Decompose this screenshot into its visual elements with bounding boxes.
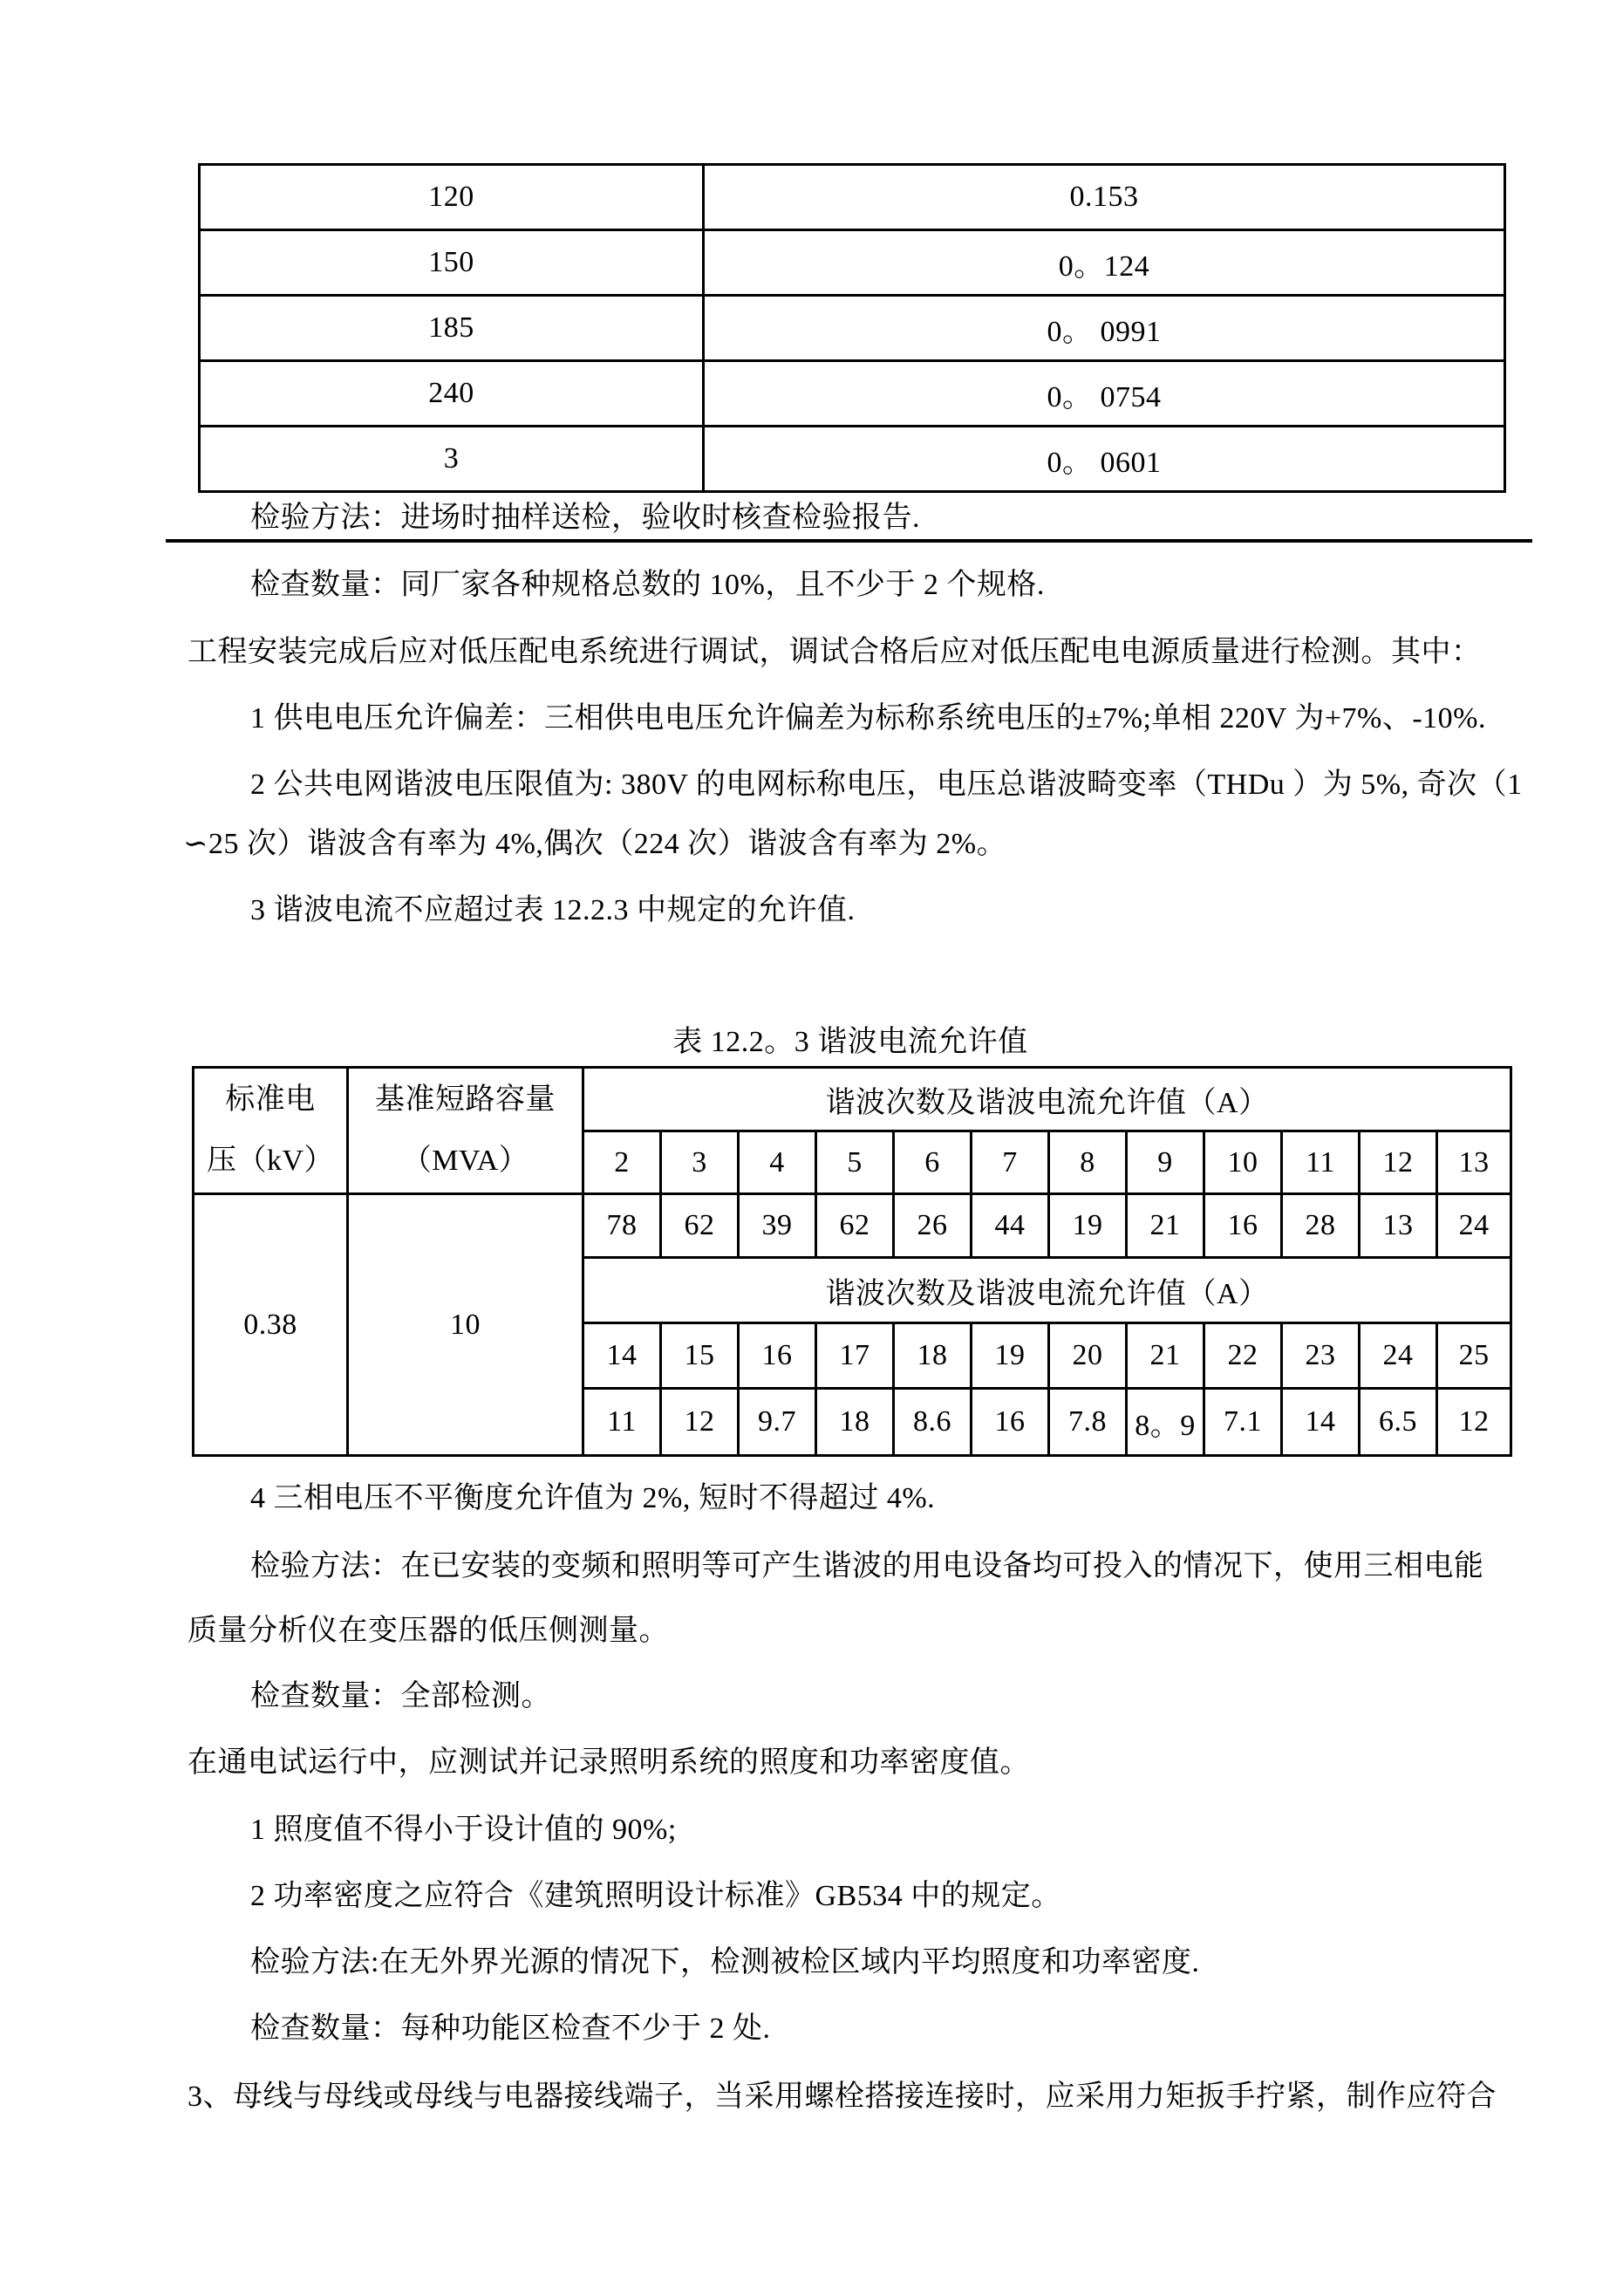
table-cell: 5 [816, 1131, 894, 1194]
paragraph-line: 检验方法：在已安装的变频和照明等可产生谐波的用电设备均可投入的情况下，使用三相电能 [250, 1550, 1484, 1582]
paragraph-line: 质量分析仪在变压器的低压侧测量。 [188, 1615, 669, 1647]
table-cell: 120 [200, 165, 704, 230]
paragraph-line: 检查数量：全部检测。 [250, 1680, 551, 1712]
table-cell: 18 [894, 1323, 972, 1389]
capacity-cell: 10 [348, 1194, 583, 1456]
table-cell: 14 [1282, 1389, 1360, 1456]
table-cell: 8。9 [1127, 1389, 1204, 1456]
table-cell: 7 [972, 1131, 1049, 1194]
table-cell: 12 [1437, 1389, 1511, 1456]
table-cell: 24 [1360, 1323, 1437, 1389]
paragraph-line: 检验方法:在无外界光源的情况下，检测被检区域内平均照度和功率密度. [250, 1946, 1200, 1978]
table-cell: 150 [200, 230, 704, 296]
paragraph-line: 2 公共电网谐波电压限值为: 380V 的电网标称电压，电压总谐波畸变率（THDu ）为 5%, 奇次（1 [250, 769, 1523, 801]
table-cell: 16 [739, 1323, 816, 1389]
harmonic-table [192, 1066, 1512, 1457]
table-cell: 15 [661, 1323, 739, 1389]
table-cell: 16 [1204, 1194, 1282, 1258]
table-cell: 7.8 [1049, 1389, 1127, 1456]
paragraph-line: 检查数量：每种功能区检查不少于 2 处. [250, 2012, 771, 2045]
table-cell: 6 [894, 1131, 972, 1194]
table-cell: 21 [1127, 1323, 1204, 1389]
table-cell: 24 [1437, 1194, 1511, 1258]
table-cell: 0.153 [704, 165, 1505, 230]
table-cell: 20 [1049, 1323, 1127, 1389]
paragraph-line: 1 供电电压允许偏差：三相供电电压允许偏差为标称系统电压的±7%;单相 220V 为+7%、-10%. [250, 702, 1487, 735]
table-cell: 26 [894, 1194, 972, 1258]
table-cell: 9 [1127, 1131, 1204, 1194]
paragraph-line: ∽25 次）谐波含有率为 4%,偶次（224 次）谐波含有率为 2%。 [183, 828, 1007, 860]
table-cell: 12 [661, 1389, 739, 1456]
table-cell: 9.7 [739, 1389, 816, 1456]
table-cell: 10 [1204, 1131, 1282, 1194]
paragraph-line: 2 功率密度之应符合《建筑照明设计标准》GB534 中的规定。 [250, 1880, 1061, 1912]
section-divider [166, 539, 1532, 543]
table-cell: 23 [1282, 1323, 1360, 1389]
table-row [200, 296, 1505, 361]
table-header-cell: 谐波次数及谐波电流允许值（A） [583, 1068, 1511, 1131]
paragraph-line: 3、母线与母线或母线与电器接线端子，当采用螺栓搭接连接时，应采用力矩扳手拧紧，制作应符合 [188, 2081, 1497, 2113]
paragraph-line: 1 照度值不得小于设计值的 90%; [250, 1814, 677, 1846]
table-cell: 240 [200, 361, 704, 427]
paragraph-line: 检查数量：同厂家各种规格总数的 10%，且不少于 2 个规格. [250, 569, 1045, 601]
table-cell: 6.5 [1360, 1389, 1437, 1456]
paragraph-line: 在通电试运行中，应测试并记录照明系统的照度和功率密度值。 [188, 1746, 1030, 1779]
table-cell: 0。 0754 [704, 361, 1505, 427]
table-cell: 11 [583, 1389, 661, 1456]
table-cell: 39 [739, 1194, 816, 1258]
header-line: （MVA） [401, 1145, 529, 1177]
table-cell: 14 [583, 1323, 661, 1389]
table-row [200, 165, 1505, 230]
table-cell: 185 [200, 296, 704, 361]
table-cell: 0。 0991 [704, 296, 1505, 361]
table-cell: 7.1 [1204, 1389, 1282, 1456]
table-row [194, 1068, 1511, 1131]
table-cell: 12 [1360, 1131, 1437, 1194]
table-cell: 44 [972, 1194, 1049, 1258]
table-cell: 16 [972, 1389, 1049, 1456]
voltage-cell: 0.38 [194, 1194, 348, 1456]
spec-table [198, 163, 1506, 493]
table-row [200, 361, 1505, 427]
table-cell: 2 [583, 1131, 661, 1194]
paragraph-line: 检验方法：进场时抽样送检，验收时核查检验报告. [250, 502, 920, 534]
table-cell: 8 [1049, 1131, 1127, 1194]
table-cell: 0。124 [704, 230, 1505, 296]
header-line: 压（kV） [206, 1145, 335, 1177]
table-cell: 19 [1049, 1194, 1127, 1258]
table-cell: 25 [1437, 1323, 1511, 1389]
table-cell: 78 [583, 1194, 661, 1258]
table-cell: 4 [739, 1131, 816, 1194]
table-row [194, 1194, 1511, 1258]
table-cell: 13 [1437, 1131, 1511, 1194]
header-line: 基准短路容量 [375, 1083, 556, 1116]
table-cell: 13 [1360, 1194, 1437, 1258]
table-row [200, 427, 1505, 492]
table-header-cell: 谐波次数及谐波电流允许值（A） [583, 1258, 1511, 1323]
table-header-cell [348, 1068, 583, 1194]
header-line: 标准电 [225, 1083, 316, 1116]
table-cell: 18 [816, 1389, 894, 1456]
table-cell: 0。 0601 [704, 427, 1505, 492]
paragraph-line: 4 三相电压不平衡度允许值为 2%, 短时不得超过 4%. [250, 1482, 936, 1514]
paragraph-line: 工程安装完成后应对低压配电系统进行调试，调试合格后应对低压配电电源质量进行检测。其中： [188, 636, 1482, 668]
table-cell: 3 [200, 427, 704, 492]
paragraph-line: 3 谐波电流不应超过表 12.2.3 中规定的允许值. [250, 894, 856, 926]
table-row [200, 230, 1505, 296]
table-header-cell [194, 1068, 348, 1194]
table-cell: 21 [1127, 1194, 1204, 1258]
table-cell: 8.6 [894, 1389, 972, 1456]
table-cell: 17 [816, 1323, 894, 1389]
table-cell: 3 [661, 1131, 739, 1194]
table-cell: 19 [972, 1323, 1049, 1389]
table-cell: 11 [1282, 1131, 1360, 1194]
table-title: 表 12.2。3 谐波电流允许值 [672, 1026, 1028, 1058]
table-cell: 28 [1282, 1194, 1360, 1258]
table-cell: 62 [661, 1194, 739, 1258]
table-cell: 22 [1204, 1323, 1282, 1389]
table-cell: 62 [816, 1194, 894, 1258]
